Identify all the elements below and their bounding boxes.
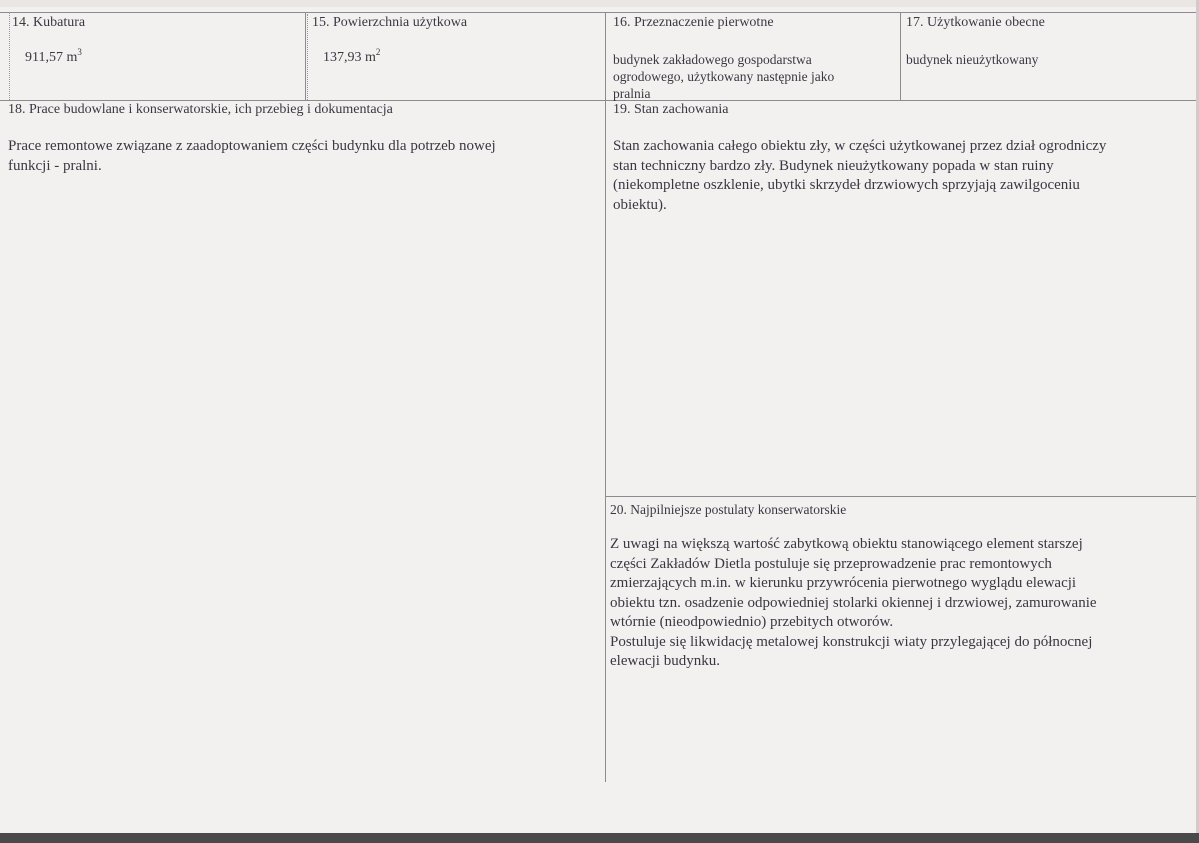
prace-label: 18. Prace budowlane i konserwatorskie, ich przebieg i dokumentacja xyxy=(8,102,393,117)
scan-bottom-edge xyxy=(0,833,1199,843)
rule-col-16-17 xyxy=(900,12,901,100)
uzytkowanie-value: budynek nieużytkowany xyxy=(906,52,1039,67)
postulaty-line: wtórnie (nieodpowiednio) przebitych otworów. xyxy=(610,614,894,630)
postulaty-line: Z uwagi na większą wartość zabytkową obiektu stanowiącego element starszej xyxy=(610,536,1083,552)
postulaty-line: zmierzających m.in. w kierunku przywrócenia pierwotnego wyglądu elewacji xyxy=(610,575,1077,591)
przeznaczenie-line: pralnia xyxy=(613,86,651,101)
postulaty-label: 20. Najpilniejsze postulaty konserwatorskie xyxy=(610,502,847,517)
przeznaczenie-label: 16. Przeznaczenie pierwotne xyxy=(613,15,774,30)
uzytkowanie-label: 17. Użytkowanie obecne xyxy=(906,15,1045,30)
powierzchnia-value: 137,93 $m^2$ xyxy=(323,47,381,65)
postulaty-line: elewacji budynku. xyxy=(610,653,720,669)
przeznaczenie-line: ogrodowego, użytkowany następnie jako xyxy=(613,69,835,84)
rule-col-14-15 xyxy=(305,12,306,100)
stan-line: stan techniczny bardzo zły. Budynek nieużytkowany popada w stan ruiny xyxy=(613,157,1054,174)
rule-row1 xyxy=(0,100,1196,101)
postulaty-line: części Zakładów Dietla postuluje się przeprowadzenie prac remontowych xyxy=(610,555,1052,572)
prace-line: funkcji - pralni. xyxy=(8,157,102,174)
kubatura-label: 14. Kubatura xyxy=(12,15,86,30)
kubatura-value: 911,57 $m^3$ xyxy=(25,47,82,65)
przeznaczenie-line: budynek zakładowego gospodarstwa xyxy=(613,52,812,67)
stan-line: obiektu). xyxy=(613,196,667,213)
rule-top xyxy=(0,12,1196,13)
rule-section-20 xyxy=(605,496,1196,497)
prace-line: Prace remontowe związane z zaadoptowaniem części budynku dla potrzeb nowej xyxy=(8,138,496,154)
stan-line: (niekompletne oszklenie, ubytki skrzydeł drzwiowych sprzyjają zawilgoceniu xyxy=(613,177,1080,193)
powierzchnia-label: 15. Powierzchnia użytkowa xyxy=(312,15,468,30)
card-top-edge xyxy=(0,0,1199,7)
postulaty-line: obiektu tzn. osadzenie odpowiedniej stolarki okiennej i drzwiowej, zamurowanie xyxy=(610,594,1097,611)
stan-line: Stan zachowania całego obiektu zły, w części użytkowanej przez dział ogrodniczy xyxy=(613,138,1107,154)
postulaty-line: Postuluje się likwidację metalowej konstrukcji wiaty przylegającej do północnej xyxy=(610,633,1093,650)
stan-value xyxy=(613,137,1195,215)
przeznaczenie-value xyxy=(613,51,895,102)
stan-label: 19. Stan zachowania xyxy=(613,102,729,117)
prace-value xyxy=(8,137,598,176)
rule-col-main xyxy=(605,12,606,782)
postulaty-value xyxy=(610,535,1195,672)
rule-left-dotted xyxy=(9,12,10,100)
rule-col-15-dotted xyxy=(307,14,308,100)
